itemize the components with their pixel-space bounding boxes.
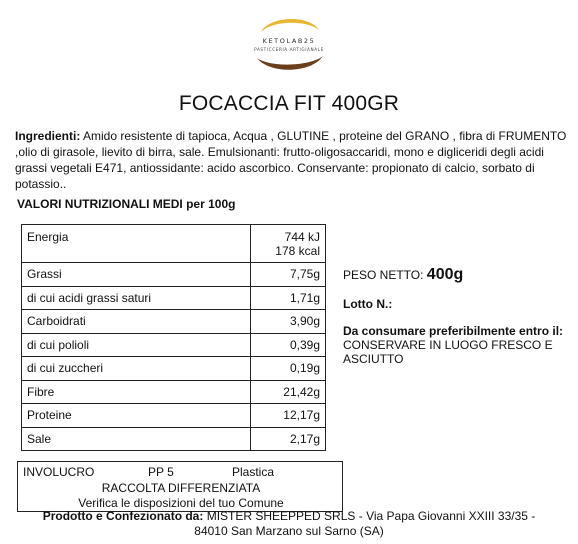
- producer-address-line2: 84010 San Marzano sul Sarno (SA): [194, 524, 384, 538]
- best-before-block: [343, 324, 568, 366]
- table-row: [22, 286, 326, 310]
- table-row: [22, 263, 326, 287]
- ingredients-text: Amido resistente di tapioca, Acqua , GLUTINE , proteine del GRANO , fibra di FRUMENTO ,olio di girasole, lievito di birra, sale. Emulsionanti: frutto-oligosaccaridi, mono e digliceridi degli acidi grassi vegetali E471, antiossidante: acido ascorbico. Conservante: propionato di calcio, sorbato di potassio..: [15, 129, 567, 191]
- ingredients-label: Ingredienti:: [15, 129, 81, 143]
- nutrient-label: Grassi: [22, 263, 251, 287]
- nutrient-label: Sale: [22, 427, 251, 451]
- net-weight-label: PESO NETTO:: [343, 268, 427, 282]
- producer-address-line1: MISTER SHEEPPED SRLS - Via Papa Giovanni XXIII 33/35 -: [203, 509, 536, 523]
- energy-label: Energia: [22, 225, 251, 263]
- nutrient-value: 3,90g: [251, 310, 326, 334]
- nutrient-value: 12,17g: [251, 404, 326, 428]
- nutrient-value: 1,71g: [251, 286, 326, 310]
- nutrient-label: di cui acidi grassi saturi: [22, 286, 251, 310]
- producer-label: Prodotto e Confezionato da:: [42, 509, 204, 523]
- nutrient-label: Carboidrati: [22, 310, 251, 334]
- table-row: [22, 310, 326, 334]
- energy-kcal: 178 kcal: [275, 244, 320, 258]
- lot-number-label: Lotto N.:: [343, 297, 393, 311]
- producer-footer: [0, 509, 578, 539]
- brand-logo: [239, 10, 339, 72]
- net-weight: [343, 266, 463, 284]
- energy-kj: 744 kJ: [284, 230, 320, 244]
- energy-value: [251, 225, 326, 263]
- nutrient-value: 0,19g: [251, 357, 326, 381]
- nutrient-label: Fibre: [22, 380, 251, 404]
- table-row: [22, 404, 326, 428]
- storage-instructions: CONSERVARE IN LUOGO FRESCO E ASCIUTTO: [343, 338, 553, 366]
- nutrient-label: di cui polioli: [22, 333, 251, 357]
- recycling-box: [17, 461, 343, 512]
- table-row: [22, 333, 326, 357]
- recycling-code: PP 5: [148, 465, 174, 479]
- nutrition-table: [21, 224, 326, 451]
- nutrient-label: di cui zuccheri: [22, 357, 251, 381]
- recycling-raccolta: RACCOLTA DIFFERENZIATA: [101, 481, 261, 495]
- nutrient-value: 2,17g: [251, 427, 326, 451]
- recycling-material: Plastica: [232, 465, 275, 479]
- logo-tagline: PASTICCERIA ARTIGIANALE: [254, 47, 324, 52]
- best-before-label: Da consumare preferibilmente entro il:: [343, 324, 564, 338]
- nutrient-label: Proteine: [22, 404, 251, 428]
- nutrient-value: 21,42g: [251, 380, 326, 404]
- nutrition-title: VALORI NUTRIZIONALI MEDI per 100g: [17, 197, 236, 211]
- net-weight-value: 400g: [426, 266, 464, 283]
- table-row: [22, 357, 326, 381]
- nutrient-value: 7,75g: [251, 263, 326, 287]
- nutrient-value: 0,39g: [251, 333, 326, 357]
- ingredients-paragraph: [15, 128, 567, 192]
- recycling-verifica: Verifica le disposizioni del tuo Comune: [78, 496, 284, 510]
- logo-wordmark: KETOLAB25: [262, 37, 316, 45]
- recycling-involucro: INVOLUCRO: [23, 465, 95, 479]
- table-row-energy: [22, 225, 326, 263]
- table-row: [22, 427, 326, 451]
- table-row: [22, 380, 326, 404]
- product-title: FOCACCIA FIT 400GR: [178, 92, 400, 115]
